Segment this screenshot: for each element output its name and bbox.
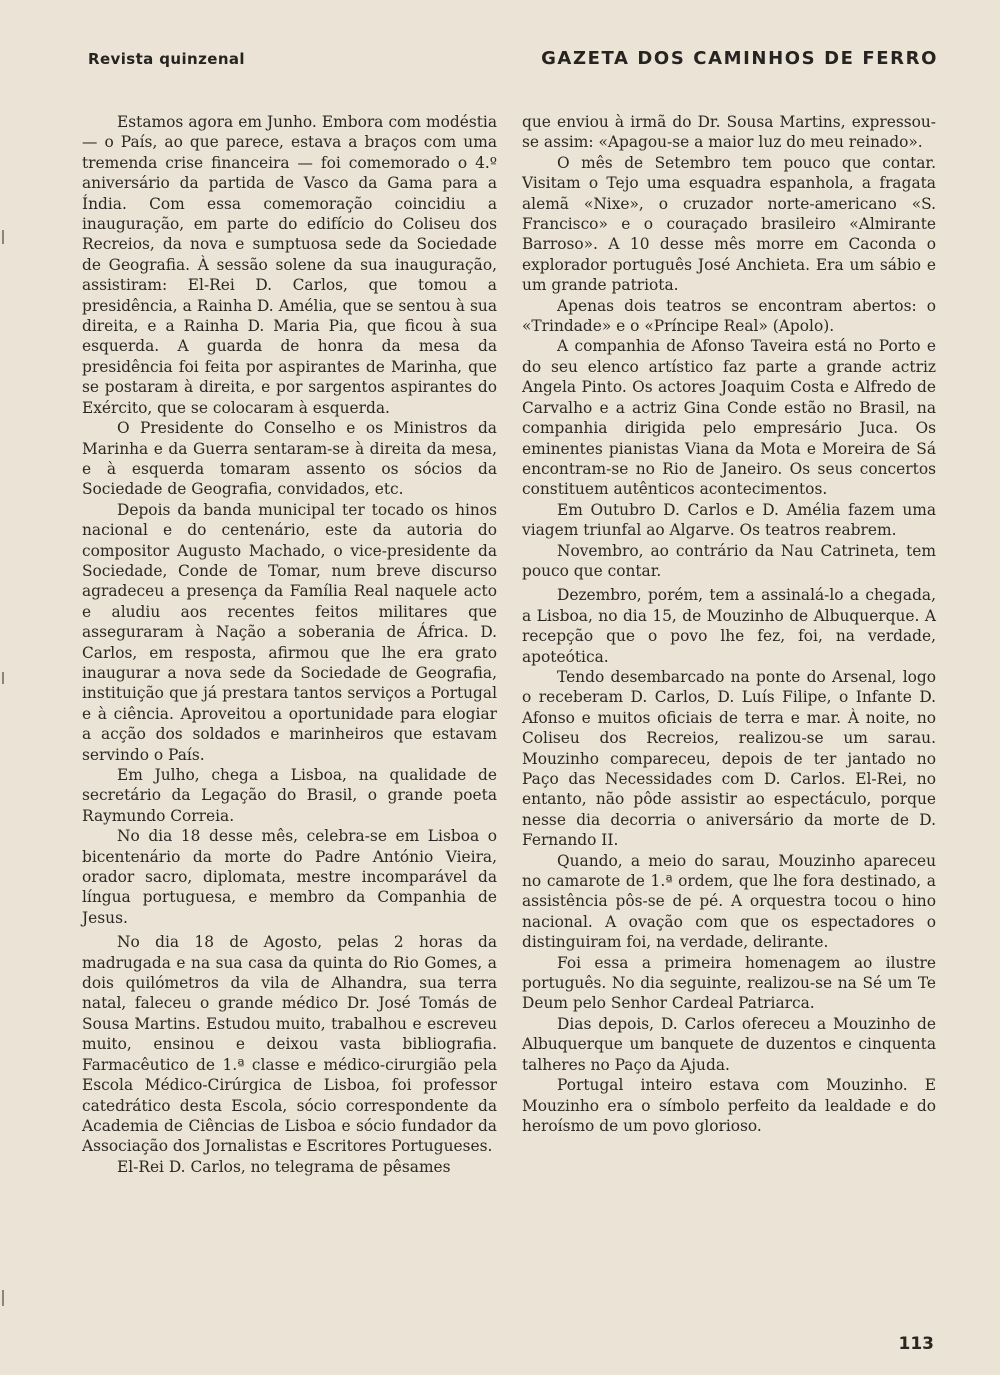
paragraph: Foi essa a primeira homenagem ao ilustre português. No dia seguinte, realizou-se na Sé um Te Deum pelo Senhor Cardeal Patriarca. xyxy=(522,953,936,1013)
right-column xyxy=(522,112,936,1136)
paragraph: Depois da banda municipal ter tocado os hinos nacional e do centenário, este da autoria do compositor Augusto Machado, o vice-presidente da Sociedade, Conde de Tomar, num breve discurso agradeceu a presença da Família Real naquele acto e aludiu aos recentes feitos militares que asseguraram à Nação a soberania de África. D. Carlos, em resposta, afirmou que lhe era grato inaugurar a nova sede da Sociedade de Geografia, instituição que já prestara tantos serviços a Portugal e à ciência. Aproveitou a oportunidade para elogiar a acção dos soldados e marinheiros que estavam servindo o País. xyxy=(82,500,497,764)
paragraph: que enviou à irmã do Dr. Sousa Martins, expressou-se assim: «Apagou-se a maior luz do meu reinado». xyxy=(522,113,936,152)
paragraph: Quando, a meio do sarau, Mouzinho apareceu no camarote de 1.ª ordem, que lhe fora destinado, a assistência pôs-se de pé. A orquestra tocou o hino nacional. A ovação com que os espectadores o distinguiram foi, na verdade, delirante. xyxy=(522,851,936,952)
paragraph: Portugal inteiro estava com Mouzinho. E Mouzinho era o símbolo perfeito da lealdade e do heroísmo de um povo glorioso. xyxy=(522,1076,936,1135)
header-left: Revista quinzenal xyxy=(88,50,245,68)
paragraph: Novembro, ao contrário da Nau Catrineta, tem pouco que contar. xyxy=(522,541,936,580)
left-column xyxy=(82,112,497,1177)
page-number: 113 xyxy=(898,1334,934,1354)
paragraph: Estamos agora em Junho. Embora com modéstia — o País, ao que parece, estava a braços com uma tremenda crise financeira — foi comemorado o 4.º aniversário da partida de Vasco da Gama para a Índia. Com essa comemoração coincidiu a inauguração, em parte do edifício do Coliseu dos Recreios, da nova e sumptuosa sede da Sociedade de Geografia. À sessão solene da sua inauguração, assistiram: El-Rei D. Carlos, que tomou a presidência, a Rainha D. Amélia, que se sentou à sua direita, e a Rainha D. Maria Pia, que ficou à sua esquerda. A guarda de honra da mesa da presidência foi feita por aspirantes de Marinha, que se postaram à direita, e por sargentos aspirantes do Exército, que se colocaram à esquerda. xyxy=(82,113,497,417)
paragraph: No dia 18 de Agosto, pelas 2 horas da madrugada e na sua casa da quinta do Rio Gomes, a dois quilómetros da vila de Alhandra, sua terra natal, faleceu o grande médico Dr. José Tomás de Sousa Martins. Estudou muito, trabalhou e escreveu muito, ensinou e deixou vasta bibliografia. Farmacêutico de 1.ª classe e médico-cirurgião pela Escola Médico-Cirúrgica de Lisboa, foi professor catedrático desta Escola, sócio correspondente da Academia de Ciências de Lisboa e sócio fundador da Associação dos Jornalistas e Escritores Portugueses. xyxy=(82,933,497,1156)
running-header xyxy=(88,48,938,74)
paragraph: Dias depois, D. Carlos ofereceu a Mouzinho de Albuquerque um banquete de duzentos e cinquenta talheres no Paço da Ajuda. xyxy=(522,1014,936,1074)
margin-mark xyxy=(2,1290,4,1306)
margin-mark xyxy=(2,672,4,684)
paragraph: O mês de Setembro tem pouco que contar. Visitam o Tejo uma esquadra espanhola, a fragata alemã «Nixe», o cruzador norte-americano «S. Francisco» e o couraçado brasileiro «Almirante Barroso». A 10 desse mês morre em Caconda o explorador português José Anchieta. Era um sábio e um grande patriota. xyxy=(522,153,936,295)
paragraph: El-Rei D. Carlos, no telegrama de pêsames xyxy=(117,1157,451,1176)
margin-mark xyxy=(2,230,4,244)
paragraph: O Presidente do Conselho e os Ministros da Marinha e da Guerra sentaram-se à direita da mesa, e à esquerda tomaram assento os sócios da Sociedade de Geografia, convidados, etc. xyxy=(82,419,497,499)
paragraph: No dia 18 desse mês, celebra-se em Lisboa o bicentenário da morte do Padre António Vieira, orador sacro, diplomata, mestre incomparável da língua portuguesa, e membro da Companhia de Jesus. xyxy=(82,827,497,927)
paragraph: Dezembro, porém, tem a assinalá-lo a chegada, a Lisboa, no dia 15, de Mouzinho de Albuquerque. A recepção que o povo lhe fez, foi, na verdade, apoteótica. xyxy=(522,586,936,666)
paragraph: Tendo desembarcado na ponte do Arsenal, logo o receberam D. Carlos, D. Luís Filipe, o Infante D. Afonso e muitos oficiais de terra e mar. À noite, no Coliseu dos Recreios, realizou-se um sarau. Mouzinho compareceu, depois de ter jantado no Paço das Necessidades com D. Carlos. El-Rei, no entanto, não pôde assistir ao espectáculo, porque nesse dia decorria o aniversário da morte de D. Fernando II. xyxy=(522,667,936,850)
paragraph: Apenas dois teatros se encontram abertos: o «Trindade» e o «Príncipe Real» (Apolo). xyxy=(522,296,936,336)
paragraph: Em Outubro D. Carlos e D. Amélia fazem uma viagem triunfal ao Algarve. Os teatros reabrem. xyxy=(522,500,936,540)
paragraph: A companhia de Afonso Taveira está no Porto e do seu elenco artístico faz parte a grande actriz Angela Pinto. Os actores Joaquim Costa e Alfredo de Carvalho e a actriz Gina Conde estão no Brasil, na companhia dirigida pelo empresário Juca. Os eminentes pianistas Viana da Mota e Moreira de Sá encontram-se no Rio de Janeiro. Os seus concertos constituem autênticos acontecimentos. xyxy=(522,337,936,499)
paragraph: Em Julho, chega a Lisboa, na qualidade de secretário da Legação do Brasil, o grande poeta Raymundo Correia. xyxy=(82,766,497,825)
header-right: GAZETA DOS CAMINHOS DE FERRO xyxy=(541,48,938,69)
